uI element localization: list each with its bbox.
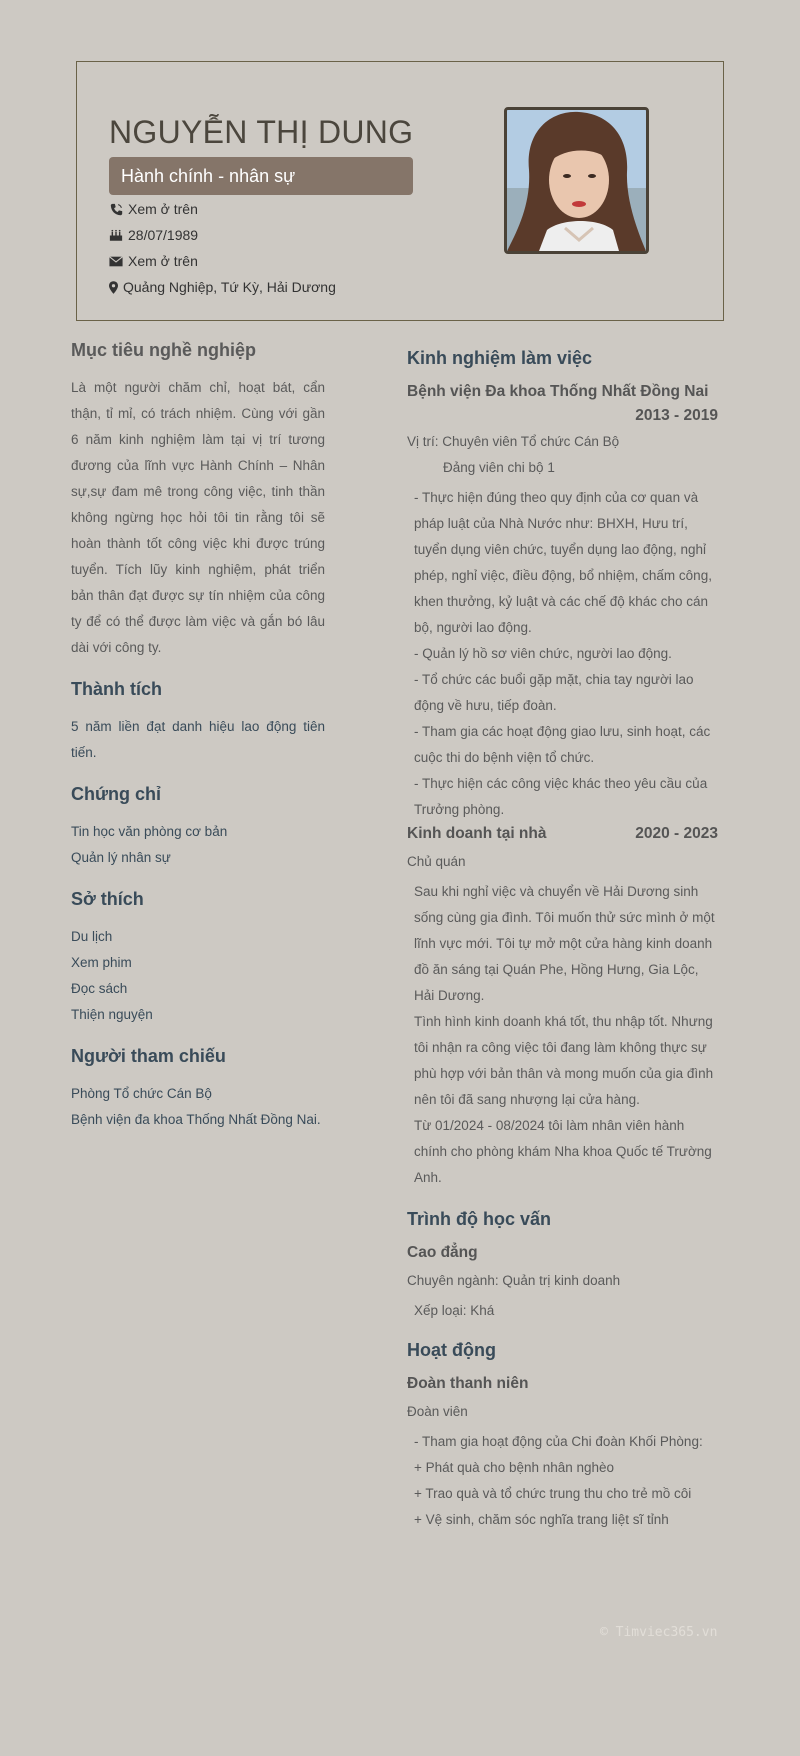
- certificate-item: Quản lý nhân sự: [71, 850, 171, 865]
- hobby-item: Đọc sách: [71, 981, 128, 996]
- references-heading: Người tham chiếu: [71, 1046, 226, 1066]
- education-section: [407, 1209, 718, 1324]
- job-dates: 2020 - 2023: [635, 825, 718, 842]
- certificates-section: [71, 784, 325, 871]
- job-desc-line: Tình hình kinh doanh khá tốt, thu nhập tốt. Nhưng tôi nhận ra công việc tôi đang làm không thực sự phù hợp với bản thân và mong muốn của gia đình nên tôi đã sang nhượng lại cửa hàng.: [414, 1014, 714, 1107]
- objective-section: [71, 340, 325, 661]
- contact-birthday: [109, 224, 198, 246]
- candidate-name: NGUYỄN THỊ DUNG: [109, 114, 414, 150]
- activity-desc-line: - Tham gia hoạt động của Chi đoàn Khối Phòng:: [414, 1434, 703, 1449]
- hobby-item: Xem phim: [71, 955, 132, 970]
- activities-heading: Hoạt động: [407, 1340, 496, 1360]
- birthday-cake-icon: [109, 228, 123, 242]
- activity-role: Đoàn viên: [407, 1404, 468, 1419]
- reference-line: Phòng Tổ chức Cán Bộ: [71, 1086, 212, 1101]
- education-grade: Xếp loại: Khá: [414, 1303, 495, 1318]
- objective-text: Là một người chăm chỉ, hoạt bát, cẩn thận, tỉ mỉ, có trách nhiệm. Cùng với gần 6 năm kinh nghiệm làm tại vị trí tương đương của lĩnh vực Hành Chính – Nhân sự,sự đam mê trong công việc, tinh thần không ngừng học hỏi tôi tin rằng tôi sẽ hoàn thành tốt công việc khi được trúng tuyển. Tích lũy kinh nghiệm, phát triển bản thân đạt được sự tín nhiệm của công ty để có thể được làm việc và gắn bó lâu dài với công ty.: [71, 380, 325, 655]
- job-desc-line: - Quản lý hồ sơ viên chức, người lao động.: [414, 646, 672, 661]
- birthday-text: 28/07/1989: [128, 227, 199, 243]
- achievements-heading: Thành tích: [71, 679, 162, 699]
- education-school: Cao đẳng: [407, 1244, 478, 1261]
- cv-header: [76, 61, 724, 321]
- job-org: Bệnh viện Đa khoa Thống Nhất Đồng Nai: [407, 383, 709, 400]
- experience-heading: Kinh nghiệm làm việc: [407, 348, 593, 368]
- job-entry: [407, 825, 718, 1191]
- job-desc-line: - Tham gia các hoạt động giao lưu, sinh hoạt, các cuộc thi do bệnh viện tổ chức.: [414, 724, 711, 765]
- education-heading: Trình độ học vấn: [407, 1209, 552, 1229]
- job-position: Vị trí: Chuyên viên Tổ chức Cán Bộ: [407, 434, 620, 449]
- certificates-heading: Chứng chỉ: [71, 784, 162, 804]
- reference-line: Bệnh viện đa khoa Thống Nhất Đồng Nai.: [71, 1112, 321, 1127]
- profile-photo: [504, 107, 649, 254]
- education-major: Chuyên ngành: Quản trị kinh doanh: [407, 1273, 621, 1288]
- address-text: Quảng Nghiệp, Tứ Kỳ, Hải Dương: [123, 279, 336, 295]
- job-note: Đảng viên chi bộ 1: [443, 460, 555, 475]
- phone-icon: [109, 202, 123, 216]
- activities-section: [407, 1340, 718, 1533]
- job-desc-line: - Tổ chức các buổi gặp mặt, chia tay người lao động về hưu, tiếp đoàn.: [414, 672, 694, 713]
- activity-desc-line: + Phát quà cho bệnh nhân nghèo: [414, 1460, 615, 1475]
- email-text: Xem ở trên: [128, 253, 198, 269]
- right-column: [407, 348, 718, 1533]
- job-desc-line: - Thực hiện các công việc khác theo yêu cầu của Trưởng phòng.: [414, 776, 708, 817]
- activity-desc-line: + Vệ sinh, chăm sóc nghĩa trang liệt sĩ tỉnh: [414, 1512, 669, 1527]
- job-org: Kinh doanh tại nhà: [407, 825, 547, 842]
- job-desc-line: Sau khi nghỉ việc và chuyển về Hải Dương sinh sống cùng gia đình. Tôi muốn thử sức mình ở một lĩnh vực mới. Tôi tự mở một cửa hàng kinh doanh đồ ăn sáng tại Quán Phe, Hồng Hưng, Gia Lộc, Hải Dương.: [414, 884, 715, 1003]
- activity-org: Đoàn thanh niên: [407, 1375, 529, 1392]
- map-pin-icon: [109, 280, 118, 294]
- certificate-item: Tin học văn phòng cơ bản: [71, 824, 228, 839]
- job-position: Chủ quán: [407, 854, 466, 869]
- job-desc-line: - Thực hiện đúng theo quy định của cơ quan và pháp luật của Nhà Nước như: BHXH, Hưu trí, tuyển dụng viên chức, tuyển dụng lao động, nghỉ phép, nghỉ việc, điều động, bổ nhiệm, chấm công, khen thưởng, kỷ luật và các chế độ khác cho cán bộ, người lao động.: [414, 490, 712, 635]
- job-dates: 2013 - 2019: [635, 407, 718, 424]
- references-section: [71, 1046, 325, 1133]
- job-entry: [407, 383, 718, 823]
- hobby-item: Du lịch: [71, 929, 113, 944]
- contact-address: [109, 276, 336, 298]
- hobbies-heading: Sở thích: [71, 889, 144, 909]
- left-column: [71, 340, 325, 1151]
- contact-email: [109, 250, 198, 272]
- watermark: © Timviec365.vn: [600, 1625, 718, 1640]
- hobbies-section: [71, 889, 325, 1028]
- activity-desc-line: + Trao quà và tổ chức trung thu cho trẻ mồ côi: [414, 1486, 692, 1501]
- achievements-section: [71, 679, 325, 766]
- phone-text: Xem ở trên: [128, 201, 198, 217]
- hobby-item: Thiện nguyện: [71, 1007, 153, 1022]
- achievements-text: 5 năm liền đạt danh hiệu lao động tiên tiến.: [71, 719, 325, 760]
- contact-phone: [109, 198, 198, 220]
- objective-heading: Mục tiêu nghề nghiệp: [71, 340, 256, 360]
- job-desc-line: Từ 01/2024 - 08/2024 tôi làm nhân viên hành chính cho phòng khám Nha khoa Quốc tế Trường Anh.: [414, 1118, 712, 1185]
- envelope-icon: [109, 254, 123, 268]
- job-title-badge: Hành chính - nhân sự: [109, 157, 413, 195]
